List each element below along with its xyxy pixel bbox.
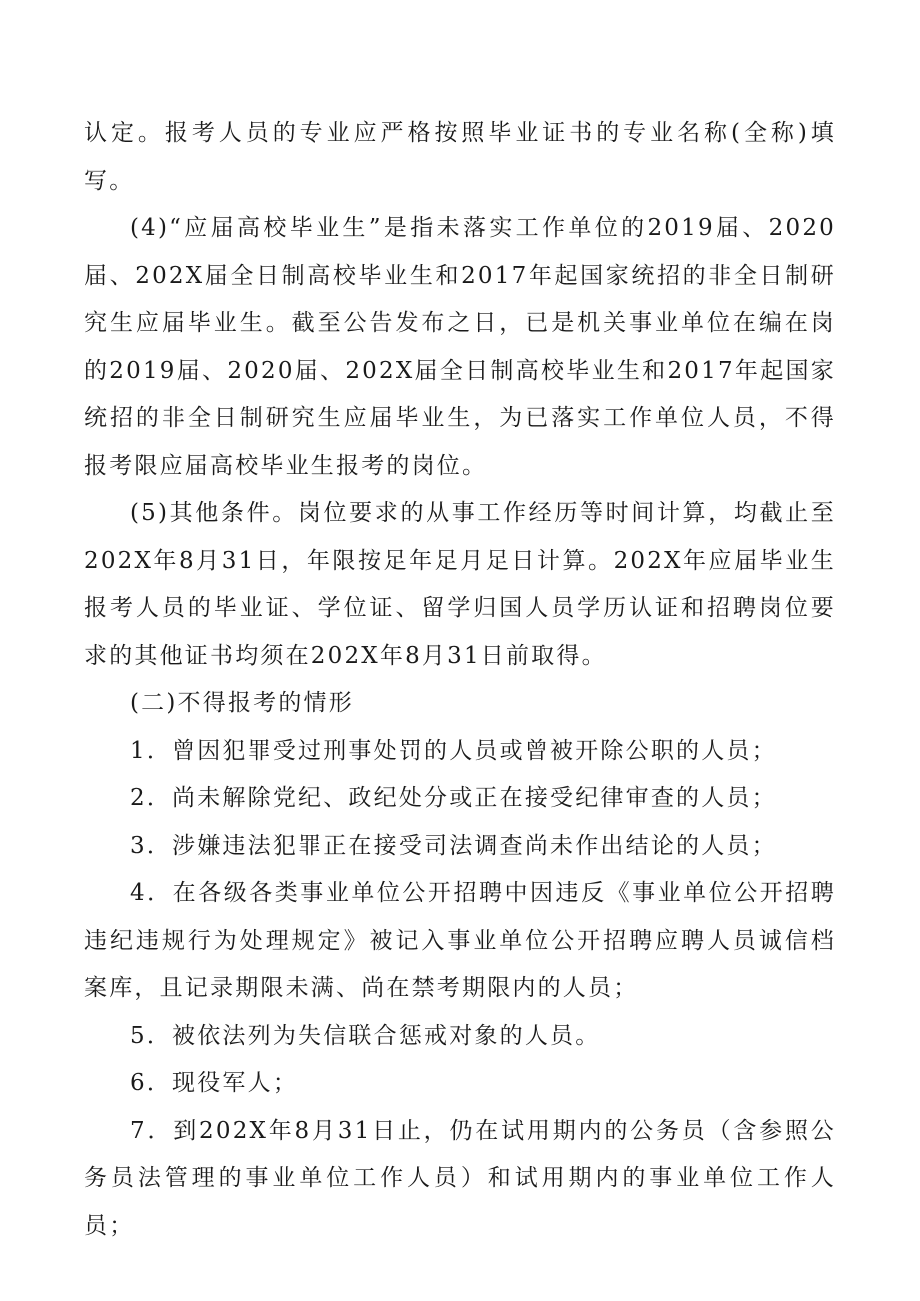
paragraph-continuation: 认定。报考人员的专业应严格按照毕业证书的专业名称(全称)填写。 bbox=[84, 120, 836, 194]
list-item-1: 1．曾因犯罪受过刑事处罚的人员或曾被开除公职的人员； bbox=[130, 737, 777, 764]
list-item-6: 6．现役军人； bbox=[130, 1070, 299, 1096]
section-heading-exclusions: (二)不得报考的情形 bbox=[130, 690, 354, 716]
paragraph-fresh-graduates: (4)“应届高校毕业生”是指未落实工作单位的2019届、2020届、202X届全日制高校毕业生和2017年起国家统招的非全日制研究生应届毕业生。截至公告发布之日，已是机关事业单位在编在岗的2019届、2020届、202X届全日制高校毕业生和2017年起国家统招的非全日制研究生应届毕业生，为已落实工作单位人员，不得报考限应届高校毕业生报考的岗位。 bbox=[84, 215, 836, 479]
list-item-5: 5．被依法列为失信联合惩戒对象的人员。 bbox=[130, 1022, 601, 1049]
list-item-4: 4．在各级各类事业单位公开招聘中因违反《事业单位公开招聘违纪违规行为处理规定》被记入事业单位公开招聘应聘人员诚信档案库，且记录期限未满、尚在禁考期限内的人员； bbox=[84, 880, 836, 1001]
list-item-3: 3．涉嫌违法犯罪正在接受司法调查尚未作出结论的人员； bbox=[130, 832, 777, 859]
list-item-2: 2．尚未解除党纪、政纪处分或正在接受纪律审查的人员； bbox=[130, 785, 777, 811]
paragraph-other-conditions: (5)其他条件。岗位要求的从事工作经历等时间计算，均截止至202X年8月31日，年限按足年足月足日计算。202X年应届毕业生报考人员的毕业证、学位证、留学归国人员学历认证和招聘岗位要求的其他证书均须在202X年8月31日前取得。 bbox=[84, 500, 836, 669]
list-item-7: 7．到202X年8月31日止，仍在试用期内的公务员（含参照公务员法管理的事业单位工作人员）和试用期内的事业单位工作人员； bbox=[84, 1117, 836, 1239]
document-body bbox=[84, 110, 836, 1250]
